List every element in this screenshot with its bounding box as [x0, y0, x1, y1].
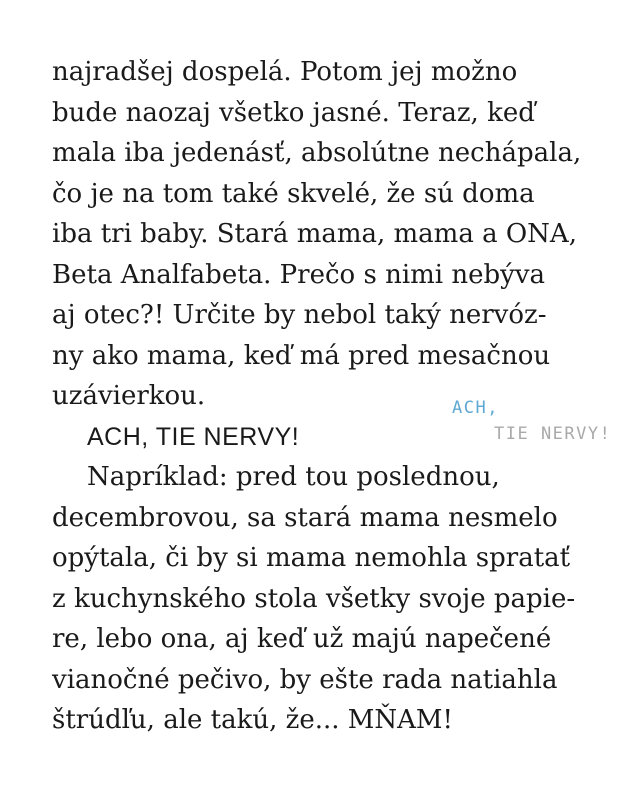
- margin-note-line-1: ACH,: [452, 398, 499, 418]
- text-line: re, lebo ona, aj keď už majú napečené: [52, 624, 552, 654]
- paragraph-first-line: Napríklad: pred tou poslednou,: [87, 462, 500, 492]
- text-line: mala iba jedenásť, absolútne nechápala,: [52, 138, 582, 168]
- text-line: decembrovou, sa stará mama nesmelo: [52, 502, 558, 533]
- text-line: bude naozaj všetko jasné. Teraz, keď: [52, 97, 535, 128]
- text-line: uzávierkou.: [52, 381, 206, 411]
- text-line: najradšej dospelá. Potom jej možno: [52, 57, 518, 87]
- text-line: čo je na tom také skvelé, že sú doma: [52, 178, 535, 209]
- text-line: iba tri baby. Stará mama, mama a ONA,: [52, 219, 577, 249]
- margin-note-line-2: TIE NERVY!: [494, 424, 612, 444]
- text-line: ny ako mama, keď má pred mesačnou: [52, 340, 551, 371]
- text-line: štrúdľu, ale takú, že... MŇAM!: [52, 705, 454, 735]
- text-line: Beta Analfabeta. Prečo s nimi nebýva: [52, 259, 546, 290]
- text-line: aj otec?! Určite by nebol taký nervóz-: [52, 300, 547, 330]
- text-line: z kuchynského stola všetky svoje papie-: [52, 583, 576, 614]
- margin-note: [444, 392, 640, 452]
- text-line: vianočné pečivo, by ešte rada natiahla: [52, 664, 558, 695]
- text-line-exclamation: ACH, TIE NERVY!: [87, 422, 300, 451]
- text-line: opýtala, či by si mama nemohla spratať: [52, 543, 571, 573]
